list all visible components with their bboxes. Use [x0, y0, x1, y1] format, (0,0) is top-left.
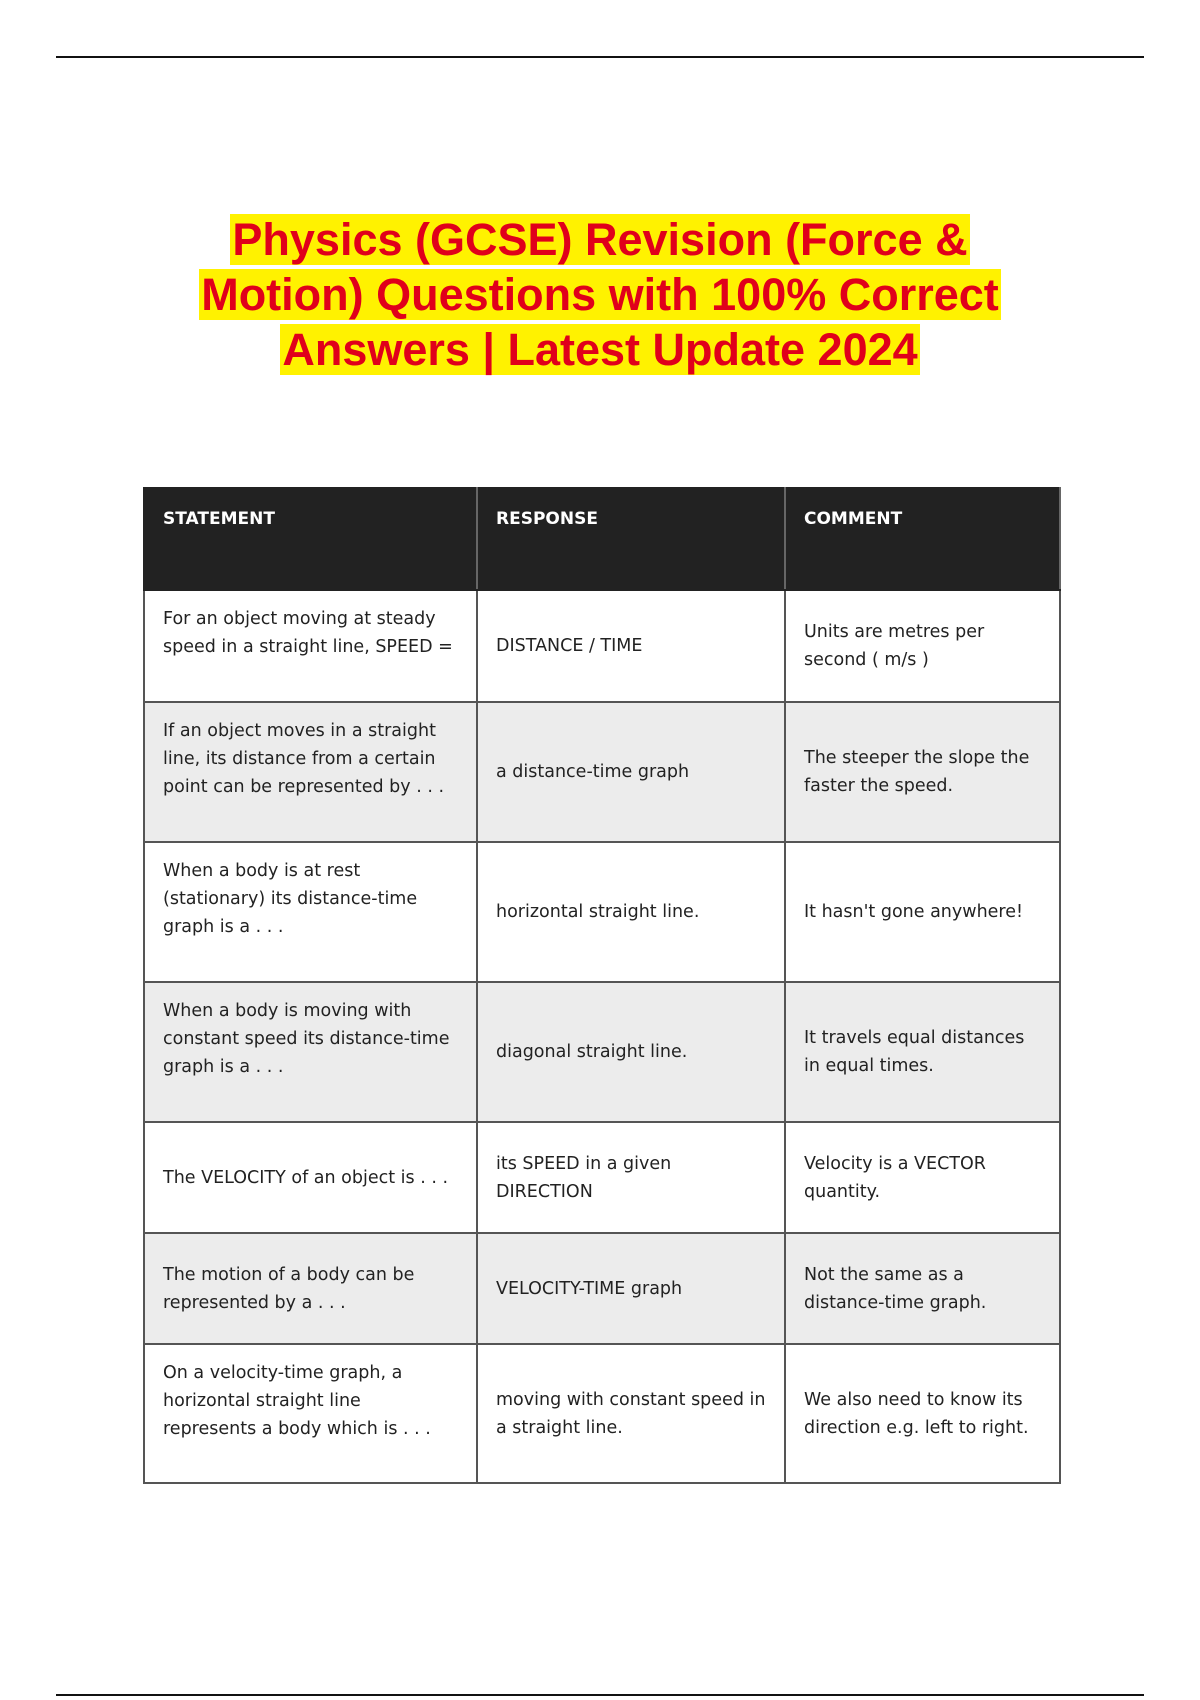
revision-table	[143, 487, 1061, 1484]
title-line-3: Answers | Latest Update 2024	[282, 324, 918, 375]
table-header-row	[144, 488, 1060, 590]
table-row	[144, 982, 1060, 1122]
comment-cell: The steeper the slope the faster the speed.	[785, 702, 1060, 842]
table-row	[144, 842, 1060, 982]
comment-cell: Not the same as a distance-time graph.	[785, 1233, 1060, 1344]
table-row	[144, 1344, 1060, 1483]
comment-cell: It travels equal distances in equal times.	[785, 982, 1060, 1122]
response-cell: horizontal straight line.	[477, 842, 785, 982]
response-cell: VELOCITY-TIME graph	[477, 1233, 785, 1344]
statement-cell: The VELOCITY of an object is . . .	[144, 1122, 477, 1233]
statement-cell: When a body is moving with constant speed its distance-time graph is a . . .	[144, 982, 477, 1122]
comment-cell: It hasn't gone anywhere!	[785, 842, 1060, 982]
statement-cell: For an object moving at steady speed in a straight line, SPEED =	[144, 590, 477, 702]
table-row	[144, 702, 1060, 842]
response-cell: moving with constant speed in a straight line.	[477, 1344, 785, 1483]
statement-cell: The motion of a body can be represented by a . . .	[144, 1233, 477, 1344]
table-row	[144, 1122, 1060, 1233]
header-comment: COMMENT	[785, 488, 1060, 590]
title-line-1: Physics (GCSE) Revision (Force &	[232, 214, 968, 265]
comment-cell: Velocity is a VECTOR quantity.	[785, 1122, 1060, 1233]
header-response: RESPONSE	[477, 488, 785, 590]
table-row	[144, 1233, 1060, 1344]
statement-cell: If an object moves in a straight line, its distance from a certain point can be represented by . . .	[144, 702, 477, 842]
table-row	[144, 590, 1060, 702]
statement-cell: On a velocity-time graph, a horizontal straight line represents a body which is . . .	[144, 1344, 477, 1483]
response-cell: its SPEED in a given DIRECTION	[477, 1122, 785, 1233]
title-line-2: Motion) Questions with 100% Correct	[201, 269, 999, 320]
response-cell: diagonal straight line.	[477, 982, 785, 1122]
comment-cell: Units are metres per second ( m/s )	[785, 590, 1060, 702]
document-title	[100, 212, 1100, 377]
top-rule	[56, 56, 1144, 58]
statement-cell: When a body is at rest (stationary) its distance-time graph is a . . .	[144, 842, 477, 982]
response-cell: a distance-time graph	[477, 702, 785, 842]
bottom-rule	[56, 1694, 1144, 1696]
comment-cell: We also need to know its direction e.g. left to right.	[785, 1344, 1060, 1483]
header-statement: STATEMENT	[144, 488, 477, 590]
response-cell: DISTANCE / TIME	[477, 590, 785, 702]
